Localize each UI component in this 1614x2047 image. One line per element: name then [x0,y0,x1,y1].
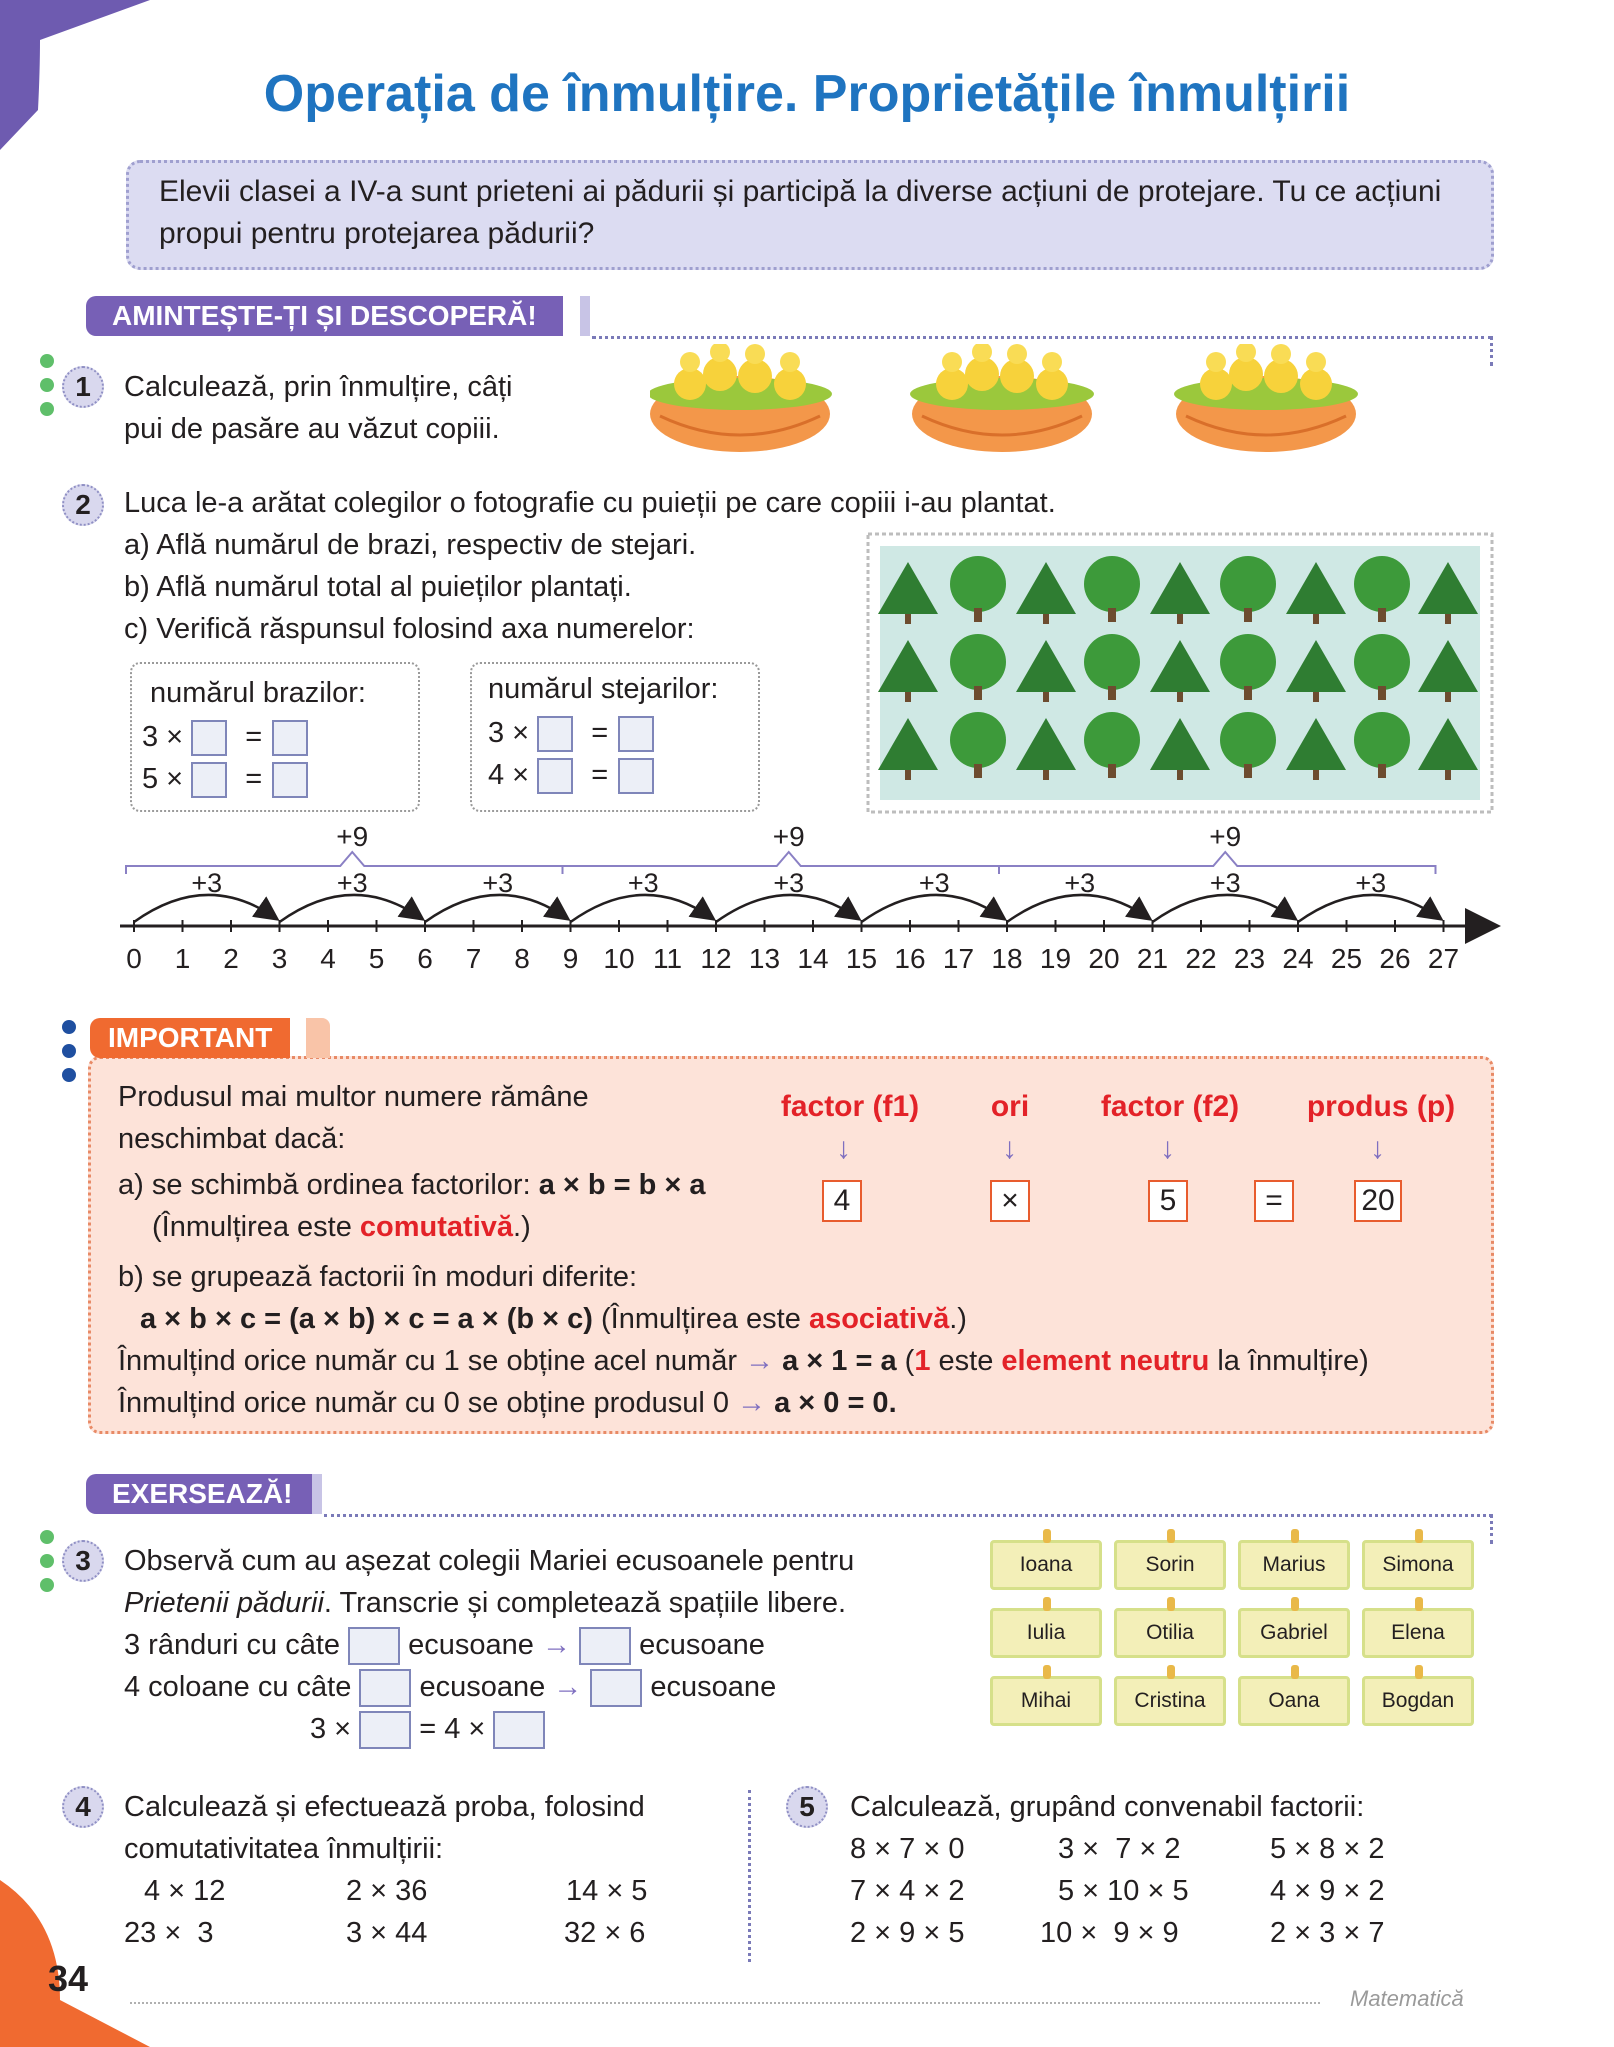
neutral-text: Înmulțind orice număr cu 1 se obține acel număr [118,1345,746,1377]
ex5-item: 10 × 9 × 9 [1040,1917,1179,1949]
brazi-title: numărul brazilor: [150,677,366,709]
jump-label: +3 [1209,868,1241,898]
ex3-row1 [124,1624,765,1666]
number-line-label: 23 [1233,943,1266,974]
ex1-line1: Calculează, prin înmulțire, câți [124,371,513,403]
equals-sign: = [245,721,263,753]
exercise-number: 2 [62,484,104,526]
answer-box[interactable] [359,1669,411,1707]
answer-box[interactable] [272,762,308,798]
important-b: b) se grupează factorii în moduri diferite: [118,1261,638,1293]
associative-formula: a × b × c = (a × b) × c = a × (b × c) [140,1303,593,1335]
stejari-factor: 4 × [488,759,530,791]
ex3-row-text: 3 × [310,1713,352,1745]
jump-arc [571,895,713,922]
neutral-element-line [118,1340,1369,1382]
level-dot [40,354,54,368]
jump-arc [862,895,1004,922]
level-dot [62,1020,76,1034]
ex3-line2-rest: . Transcrie și completează spațiile libere. [323,1587,847,1619]
stejari-factor: 3 × [488,717,530,749]
neutral-element-word: element neutru [1001,1345,1210,1377]
name-badge: Iulia [990,1608,1102,1658]
intro-text: Elevii clasei a IV-a sunt prieteni ai pădurii și participă la diverse acțiuni de protejare. Tu ce acțiuni propui pentru protejarea pădurii? [159,175,1442,250]
number-line-label: 27 [1427,943,1460,974]
arrow-down-icon: ↓ [1002,1132,1017,1165]
important-a [118,1164,706,1206]
number-line-label: 5 [368,943,385,974]
answer-box[interactable] [191,720,227,756]
number-line-label: 10 [603,943,635,974]
number-line-label: 25 [1330,943,1363,974]
ex4-item: 14 × 5 [566,1875,648,1907]
ex4-line2: comutativitatea înmulțirii: [124,1833,444,1865]
important-p1a: Produsul mai multor numere rămâne [118,1081,589,1113]
stejari-row2 [488,754,654,796]
jump-label: +3 [191,868,223,898]
ex2-b: b) Află numărul total al puieților plantați. [124,571,632,603]
name-badge: Otilia [1114,1608,1226,1658]
zero-formula: a × 0 = 0. [774,1387,897,1419]
label-factor-f1: factor (f1) [780,1090,920,1123]
level-dot [40,1554,54,1568]
ex3-word: ecusoane [408,1629,534,1661]
ex3-line2 [124,1582,846,1624]
product-box: 20 [1354,1180,1402,1222]
paren-text: .) [949,1303,967,1335]
ex4-item: 3 × 44 [346,1917,428,1949]
number-line-label: 4 [320,943,336,974]
number-line-label: 17 [942,943,975,974]
section-divider-end [1490,336,1493,366]
ex3-line1: Observă cum au așezat colegii Mariei ecusoanele pentru [124,1545,855,1577]
jump-arc [280,895,422,922]
number-line-label: 14 [797,943,829,974]
name-badge: Bogdan [1362,1676,1474,1726]
footer-divider [130,2002,1320,2004]
important-b-formula-line [140,1298,967,1340]
section-divider [324,1514,1492,1517]
number-line [110,818,1510,978]
ex3-italic-title: Prietenii pădurii [124,1587,324,1619]
ex5-item: 5 × 8 × 2 [1270,1833,1385,1865]
number-line-label: 13 [748,943,781,974]
ex3-row-text: 3 rânduri cu câte [124,1629,341,1661]
number-line-label: 8 [514,943,530,974]
name-badge: Mihai [990,1676,1102,1726]
label-factor-f2: factor (f2) [1100,1090,1240,1123]
number-line-label: 22 [1185,943,1217,974]
important-banner: IMPORTANT [90,1018,290,1058]
answer-box[interactable] [537,758,573,794]
big-jump-label: +9 [336,821,369,852]
jump-arc [1298,895,1440,922]
answer-box[interactable] [191,762,227,798]
ex4-item: 32 × 6 [564,1917,646,1949]
important-a-paren [152,1206,531,1248]
zero-product-line [118,1382,897,1424]
operator-box: × [990,1180,1030,1222]
stejari-row1 [488,712,654,754]
name-badge: Ioana [990,1540,1102,1590]
ex3-row3 [310,1708,545,1750]
equals-sign: = [591,759,609,791]
zero-text: Înmulțind orice număr cu 0 se obține produsul 0 [118,1387,738,1419]
ex3-row-text: = 4 × [419,1713,486,1745]
factor-box-f2: 5 [1148,1180,1188,1222]
paren-text: (Înmulțirea este [152,1211,360,1243]
paren-text: ( [896,1345,915,1377]
level-dot [40,1530,54,1544]
ex5-item: 2 × 9 × 5 [850,1917,965,1949]
number-line-label: 26 [1379,943,1411,974]
jump-label: +3 [918,868,950,898]
ex1-line2: pui de pasăre au văzut copiii. [124,413,500,445]
answer-box[interactable] [272,720,308,756]
answer-box[interactable] [618,758,654,794]
level-dot [40,402,54,416]
neutral-formula: a × 1 = a [782,1345,897,1377]
arrow-down-icon: ↓ [836,1132,851,1165]
level-dot [62,1044,76,1058]
jump-arc [1153,895,1295,922]
level-dot [40,1578,54,1592]
section-divider-end [1490,1514,1493,1544]
paren-text: este [930,1345,1002,1377]
arrow-down-icon: ↓ [1160,1132,1175,1165]
number-line-label: 3 [271,943,288,974]
number-line-label: 12 [700,943,732,974]
associative-word: asociativă [808,1303,950,1335]
exercise-number: 4 [62,1786,104,1828]
ex5-item: 2 × 3 × 7 [1270,1917,1385,1949]
name-badge: Elena [1362,1608,1474,1658]
jump-arc [1007,895,1149,922]
equals-sign: = [591,717,609,749]
name-badge: Gabriel [1238,1608,1350,1658]
section-banner-exercise: EXERSEAZĂ! [86,1474,318,1514]
paren-text: .) [513,1211,531,1243]
intro-box [126,160,1494,270]
ex2-line1: Luca le-a arătat colegilor o fotografie cu puieții pe care copiii i-au plantat. [124,487,1056,519]
label-produs: produs (p) [1306,1090,1456,1123]
number-line-label: 6 [417,943,433,974]
paren-text: la înmulțire) [1209,1345,1369,1377]
banner-tab [306,1018,330,1058]
nests-with-chicks-illustration [650,344,1390,464]
ex4-item: 2 × 36 [346,1875,428,1907]
equals-sign: = [245,763,263,795]
number-line-label: 18 [991,943,1023,974]
banner-tab [312,1474,322,1514]
factor-box-f1: 4 [822,1180,862,1222]
jump-label: +3 [482,868,514,898]
ex5-item: 5 × 10 × 5 [1058,1875,1189,1907]
ex3-row-text: 4 coloane cu câte [124,1671,352,1703]
brazi-factor: 5 × [142,763,184,795]
answer-box[interactable] [579,1627,631,1665]
jump-label: +3 [1355,868,1387,898]
jump-arc [716,895,858,922]
commutative-formula: a × b = b × a [538,1169,706,1201]
ex4-item: 23 × 3 [124,1917,214,1949]
ex4-line1: Calculează și efectuează proba, folosind [124,1791,645,1823]
ex3-row2 [124,1666,776,1708]
ex4-item: 4 × 12 [144,1875,226,1907]
commutative-word: comutativă [359,1211,514,1243]
number-line-label: 0 [126,943,142,974]
name-badge: Sorin [1114,1540,1226,1590]
number-line-label: 16 [894,943,926,974]
jump-label: +3 [336,868,368,898]
ex3-word: ecusoane [639,1629,765,1661]
name-badge: Oana [1238,1676,1350,1726]
ex5-item: 7 × 4 × 2 [850,1875,965,1907]
answer-box[interactable] [359,1711,411,1749]
jump-label: +3 [773,868,805,898]
equals-box: = [1254,1180,1294,1222]
big-jump-label: +9 [1209,821,1242,852]
important-p1b: neschimbat dacă: [118,1123,346,1155]
commutative-text: a) se schimbă ordinea factorilor: [118,1169,539,1201]
name-badge: Cristina [1114,1676,1226,1726]
brazi-row1 [142,716,308,758]
answer-box[interactable] [348,1627,400,1665]
stejari-title: numărul stejarilor: [488,673,719,705]
number-line-label: 19 [1039,943,1072,974]
exercise-number: 5 [786,1786,828,1828]
jump-label: +3 [1064,868,1096,898]
number-line-label: 20 [1088,943,1120,974]
neutral-one: 1 [914,1345,931,1377]
ex3-word: ecusoane [650,1671,777,1703]
column-divider [748,1790,751,1962]
arrow-right-icon: → [541,1629,571,1661]
number-line-label: 15 [845,943,878,974]
big-jump-label: +9 [772,821,805,852]
trees-photo [866,532,1494,814]
page-title: Operația de înmulțire. Proprietățile înmulțirii [263,65,1351,123]
number-line-label: 2 [223,943,239,974]
ex5-item: 3 × 7 × 2 [1058,1833,1181,1865]
answer-box[interactable] [537,716,573,752]
answer-box[interactable] [618,716,654,752]
arrow-right-icon: → [553,1671,583,1703]
label-ori: ori [990,1090,1030,1123]
jump-arc [425,895,567,922]
number-line-label: 11 [652,943,683,974]
level-dot [40,378,54,392]
ex5-item: 8 × 7 × 0 [850,1833,965,1865]
banner-tab [580,296,590,336]
brazi-row2 [142,758,308,800]
ex5-item: 4 × 9 × 2 [1270,1875,1385,1907]
name-badge: Simona [1362,1540,1474,1590]
footer-subject: Matematică [1350,1986,1464,2011]
number-line-label: 21 [1136,943,1169,974]
ex2-a: a) Află numărul de brazi, respectiv de stejari. [124,529,697,561]
number-line-label: 9 [562,943,579,974]
number-line-label: 7 [465,943,482,974]
number-line-label: 1 [174,943,191,974]
page-number: 34 [48,1958,89,1999]
jump-arc [134,895,276,922]
exercise-number: 3 [62,1540,104,1582]
section-banner-remember: AMINTEȘTE-ȚI ȘI DESCOPERĂ! [86,296,563,336]
section-divider [592,336,1492,339]
brazi-box [130,662,420,812]
jump-label: +3 [627,868,659,898]
arrow-right-icon: → [745,1345,775,1377]
level-dot [62,1068,76,1082]
stejari-box [470,662,760,812]
ex2-c: c) Verifică răspunsul folosind axa numerelor: [124,613,695,645]
answer-box[interactable] [590,1669,642,1707]
arrow-right-icon: → [737,1387,767,1419]
paren-text: (Înmulțirea este [592,1303,809,1335]
number-line-label: 24 [1282,943,1314,974]
brazi-factor: 3 × [142,721,184,753]
exercise-number: 1 [62,366,104,408]
ex3-word: ecusoane [419,1671,546,1703]
answer-box[interactable] [493,1711,545,1749]
name-badge: Marius [1238,1540,1350,1590]
ex5-line1: Calculează, grupând convenabil factorii: [850,1791,1365,1823]
arrow-down-icon: ↓ [1370,1132,1385,1165]
